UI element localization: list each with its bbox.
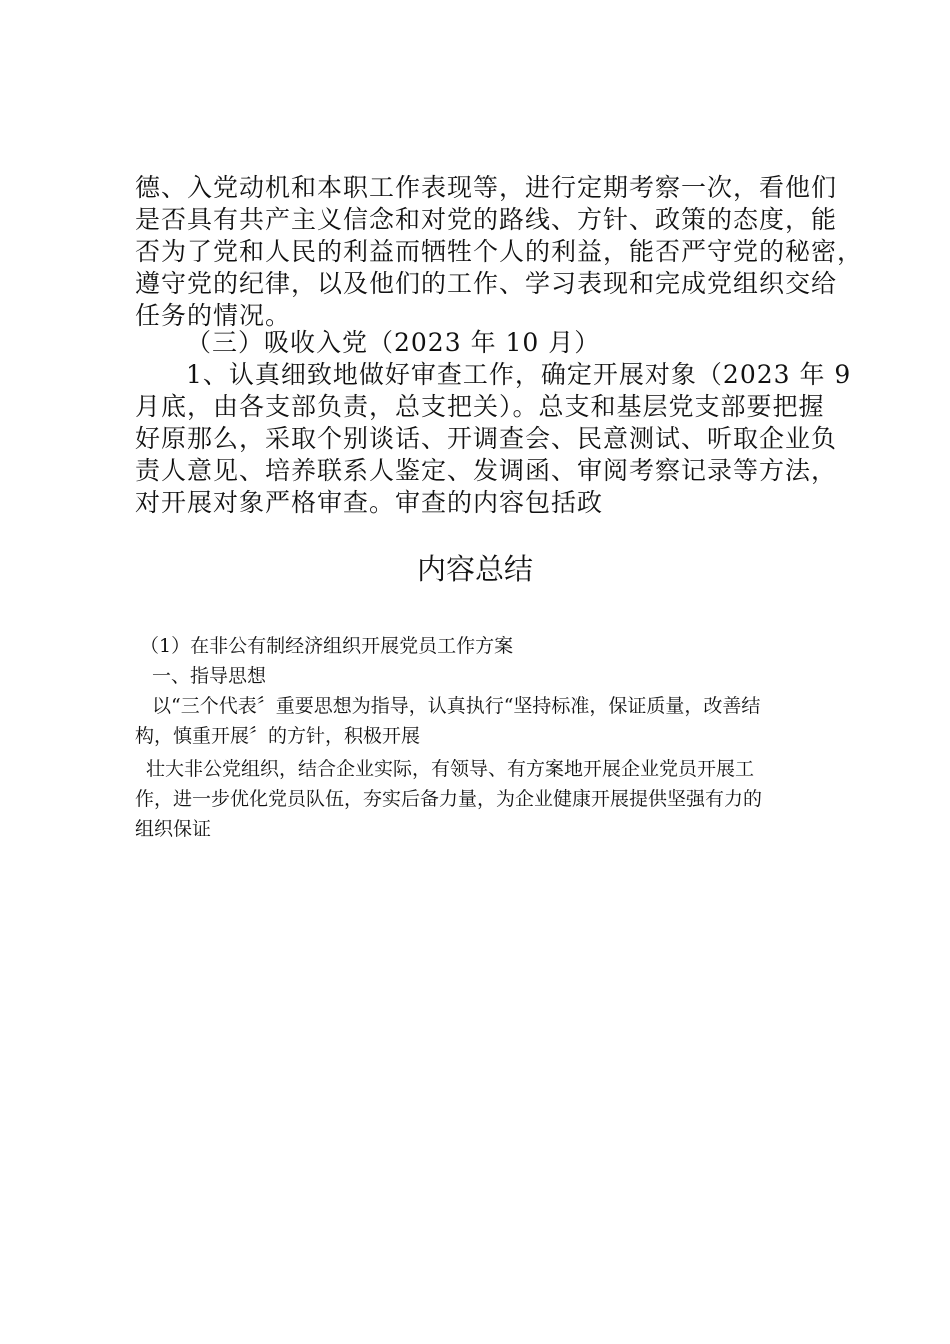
body-line: 遵守党的纪律，以及他们的工作、学习表现和完成党组织交给 xyxy=(135,269,838,298)
body-line: 1、认真细致地做好审查工作，确定开展对象（2023 年 9 xyxy=(186,360,852,389)
section-heading: （三）吸收入党（2023 年 10 月） xyxy=(186,328,601,357)
summary-line: 一、指导思想 xyxy=(152,665,267,687)
summary-line: 组织保证 xyxy=(135,818,212,840)
body-line: 好原那么，采取个别谈话、开调查会、民意测试、听取企业负 xyxy=(135,424,838,453)
summary-line: （1）在非公有制经济组织开展党员工作方案 xyxy=(140,635,514,657)
summary-line: 构，慎重开展〞的方针，积极开展 xyxy=(135,725,421,747)
body-line: 是否具有共产主义信念和对党的路线、方针、政策的态度，能 xyxy=(135,205,838,234)
body-line: 否为了党和人民的利益而牺牲个人的利益，能否严守党的秘密， xyxy=(135,237,864,266)
summary-line: 作，进一步优化党员队伍，夯实后备力量，为企业健康开展提供坚强有力的 xyxy=(135,788,763,810)
body-line: 德、入党动机和本职工作表现等，进行定期考察一次，看他们 xyxy=(135,173,838,202)
summary-line: 以“三个代表〞重要思想为指导，认真执行“坚持标准，保证质量，改善结 xyxy=(152,695,761,717)
summary-title: 内容总结 xyxy=(416,552,533,586)
summary-line: 壮大非公党组织，结合企业实际，有领导、有方案地开展企业党员开展工 xyxy=(146,758,755,780)
body-line: 对开展对象严格审查。审查的内容包括政 xyxy=(135,488,604,517)
body-line: 任务的情况。 xyxy=(135,301,292,330)
body-line: 月底，由各支部负责，总支把关）。总支和基层党支部要把握 xyxy=(135,392,825,421)
body-line: 责人意见、培养联系人鉴定、发调函、审阅考察记录等方法， xyxy=(135,456,838,485)
